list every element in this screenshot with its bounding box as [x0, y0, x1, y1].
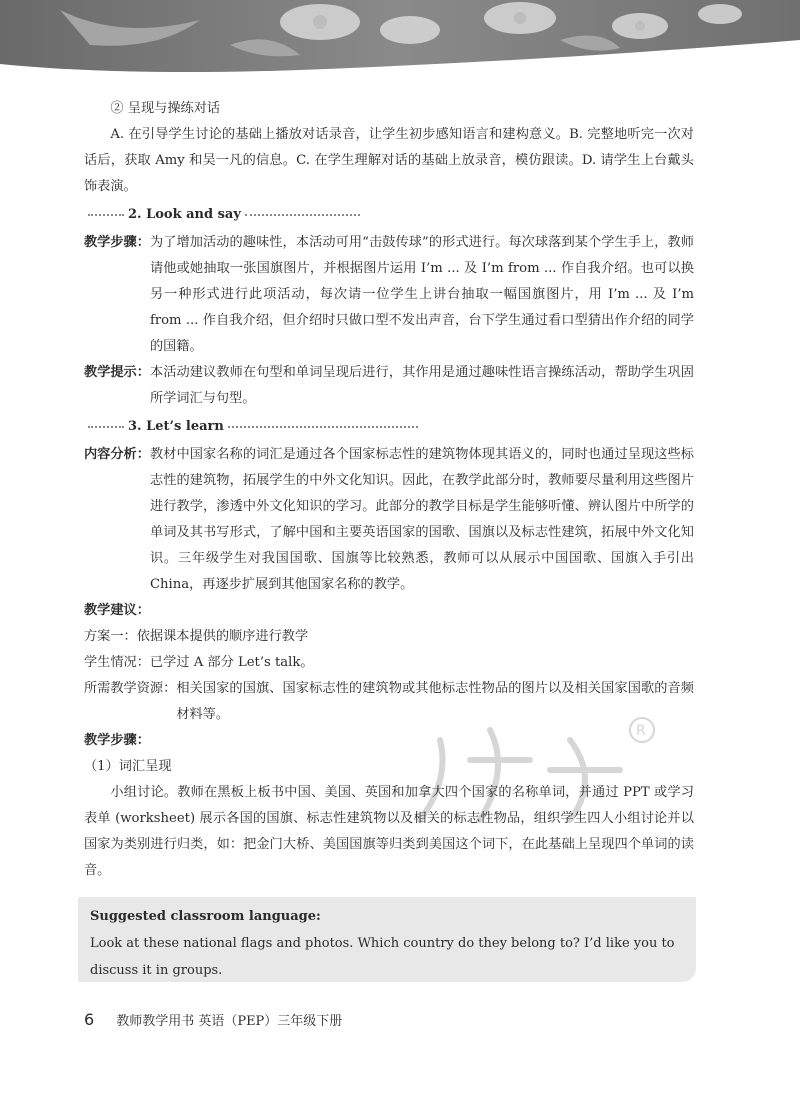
- teaching-resources: [84, 676, 694, 728]
- look-and-say-title: 2. Look and say: [128, 207, 241, 222]
- section-2-body: A. 在引导学生讨论的基础上播放对话录音，让学生初步感知语言和建构意义。B. 完整地听完一次对话后，获取 Amy 和吴一凡的信息。C. 在学生理解对话的基础上放录音，模仿跟读。D. 请学生上台戴头饰表演。: [84, 127, 694, 194]
- dotted-rule: [88, 426, 124, 428]
- look-say-tips: [84, 360, 694, 412]
- decorative-floral-banner: [0, 0, 800, 80]
- analysis-text: 教材中国家名称的词汇是通过各个国家标志性的建筑物体现其语义的，同时也通过呈现这些标志性的建筑物，拓展学生的中外文化知识。因此，在教学此部分时，教师要尽量利用这些图片进行教学，渗透中外文化知识的学习。此部分的教学目标是学生能够听懂、辨认图片中所学的单词及其书写形式，了解中国和主要英语国家的国歌、国旗以及标志性建筑，拓展中外文化知识。三年级学生对我国国歌、国旗等比较熟悉，教师可以从展示中国国歌、国旗入手引出 China，再逐步扩展到其他国家名称的教学。: [149, 447, 694, 592]
- dotted-rule: [245, 214, 360, 216]
- book-title: 教师教学用书 英语（PEP）三年级下册: [116, 1014, 343, 1029]
- classroom-language-text: Look at these national flags and photos. Which country do they belong to? I’d like you to discuss it in groups.: [90, 936, 675, 978]
- resources-text: 相关国家的国旗、国家标志性的建筑物或其他标志性物品的图片以及相关国家国歌的音频材料等。: [176, 681, 694, 722]
- dotted-rule: [228, 426, 418, 428]
- steps-text: 为了增加活动的趣味性，本活动可用“击鼓传球”的形式进行。每次球落到某个学生手上，教师请他或她抽取一张国旗图片，并根据图片运用 I’m ... 及 I’m from ... 作自我介绍。也可以换另一种形式进行此项活动，每次请一位学生上讲台抽取一幅国旗图片，用 I’m ... 及 I’m from ... 作自我介绍，但介绍时只做口型不发出声音，台下学生通过看口型猜出作介绍的同学的国籍。: [149, 235, 694, 354]
- look-and-say-heading: [84, 202, 694, 228]
- teaching-plan: 方案一：依据课本提供的顺序进行教学: [84, 629, 309, 644]
- page-content: [84, 96, 694, 884]
- page-number: 6: [84, 1010, 95, 1029]
- lets-learn-heading: [84, 414, 694, 440]
- student-situation: 学生情况：已学过 A 部分 Let’s talk。: [84, 655, 314, 670]
- look-say-steps: [84, 230, 694, 360]
- dotted-rule: [88, 214, 124, 216]
- resources-label: 所需教学资源：: [84, 681, 177, 696]
- tips-text: 本活动建议教师在句型和单词呈现后进行，其作用是通过趣味性语言操练活动，帮助学生巩固所学词汇与句型。: [149, 365, 694, 406]
- learn-steps-label: 教学步骤：: [84, 733, 150, 748]
- analysis-label: 内容分析：: [84, 447, 150, 462]
- lets-learn-title: 3. Let’s learn: [128, 419, 224, 434]
- page-footer: [84, 1010, 342, 1029]
- content-analysis: [84, 442, 694, 598]
- svg-text:R: R: [636, 723, 646, 739]
- section-2-item-title: ② 呈现与操练对话: [110, 101, 221, 116]
- step-1-text: 小组讨论。教师在黑板上板书中国、美国、英国和加拿大四个国家的名称单词，并通过 PPT 或学习表单 (worksheet) 展示各国的国旗、标志性建筑物以及相关的标志性物品，组织学生四人小组讨论并以国家为类别进行归类，如：把金门大桥、美国国旗等归类到美国这个词下，在此基础上呈现四个单词的读音。: [84, 785, 694, 878]
- classroom-language-box: [78, 897, 696, 982]
- step-1-title: （1）词汇呈现: [84, 759, 172, 774]
- suggestion-label: 教学建议：: [84, 603, 150, 618]
- steps-label: 教学步骤：: [84, 235, 150, 250]
- tips-label: 教学提示：: [84, 365, 150, 380]
- classroom-language-title: Suggested classroom language:: [90, 909, 321, 924]
